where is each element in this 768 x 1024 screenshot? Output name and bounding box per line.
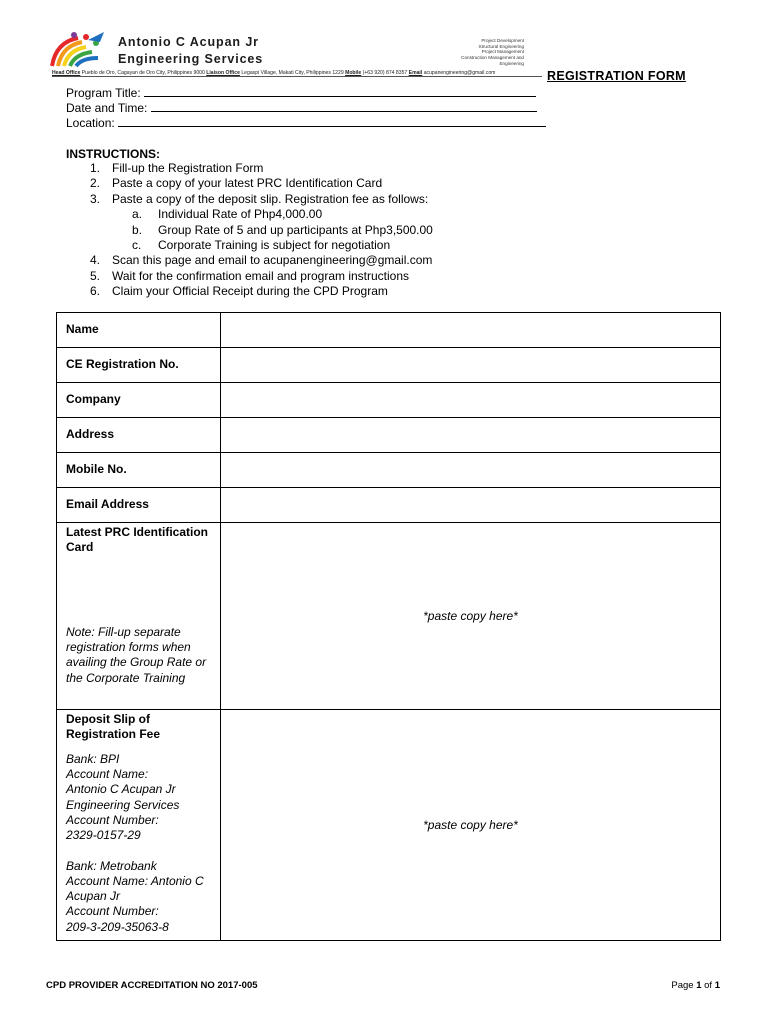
field-label — [57, 348, 221, 383]
email-input-cell[interactable] — [221, 488, 721, 523]
note-line: registration forms when — [66, 640, 191, 655]
company-name-line1: Antonio C Acupan Jr — [118, 35, 259, 49]
company-name-line2: Engineering Services — [118, 52, 264, 66]
deposit-label-line2: Registration Fee — [66, 727, 161, 742]
field-label — [57, 313, 221, 348]
deposit-label-cell — [57, 710, 221, 941]
service-item: Construction Management and Engineering — [461, 55, 524, 66]
program-title-row — [66, 86, 536, 101]
bank-line: 209-3-209-35063-8 — [66, 919, 169, 934]
instruction-text: Wait for the confirmation email and program instructions — [112, 268, 410, 283]
bank-line: Account Name: Antonio C — [66, 873, 204, 888]
bank-metrobank-details — [66, 859, 220, 935]
prc-note — [66, 625, 220, 686]
note-line: the Corporate Training — [66, 670, 186, 685]
bank-bpi-details — [66, 752, 220, 844]
note-line: Note: Fill-up separate — [66, 624, 181, 639]
email-label: Email Address — [66, 497, 149, 512]
page-total: 1 — [714, 980, 720, 991]
company-input-cell[interactable] — [221, 383, 721, 418]
instruction-text: Scan this page and email to acupanengineering@gmail.com — [112, 253, 433, 268]
table-row — [57, 523, 721, 710]
company-label: Company — [66, 392, 121, 407]
ce-registration-label: CE Registration No. — [66, 357, 179, 372]
mobile-label: Mobile No. — [66, 462, 127, 477]
instruction-text: Paste a copy of your latest PRC Identification Card — [112, 176, 383, 191]
page-number — [671, 980, 720, 991]
bank-line: Account Number: — [66, 904, 159, 919]
mobile-number: (+63 920) 874 8357 — [362, 70, 408, 76]
prc-label-line1: Latest PRC Identification — [66, 525, 209, 539]
instruction-number: 3. — [89, 191, 100, 206]
page-prefix: Page — [671, 980, 697, 991]
instruction-number: 1. — [89, 161, 100, 175]
table-row — [57, 453, 721, 488]
registration-table — [56, 312, 721, 941]
instruction-number: 4. — [89, 253, 100, 268]
page-current: 1 — [696, 980, 702, 991]
ce-registration-input-cell[interactable] — [221, 348, 721, 383]
instructions-heading: INSTRUCTIONS: — [66, 147, 160, 161]
date-time-field[interactable] — [151, 101, 537, 112]
bank-line: Account Name: — [66, 767, 149, 782]
deposit-paste-placeholder: *paste copy here* — [423, 818, 518, 832]
table-row — [57, 313, 721, 348]
deposit-paste-area[interactable] — [221, 710, 721, 941]
field-label — [57, 488, 221, 523]
table-row — [57, 488, 721, 523]
service-item: Project Management — [481, 49, 524, 55]
address-input-cell[interactable] — [221, 418, 721, 453]
company-logo — [48, 28, 110, 68]
location-field[interactable] — [118, 116, 546, 127]
address-label: Address — [66, 427, 115, 442]
liaison-office-label: Liaison Office — [206, 70, 240, 76]
mobile-label: Mobile — [345, 70, 362, 76]
bank-line: Bank: BPI — [66, 751, 120, 766]
instruction-text: Paste a copy of the deposit slip. Registration fee as follows: — [112, 191, 429, 206]
instruction-text: Fill-up the Registration Form — [112, 161, 264, 175]
bank-line: Account Number: — [66, 813, 159, 827]
prc-paste-placeholder: *paste copy here* — [423, 609, 518, 623]
field-label — [57, 383, 221, 418]
email-address: acupanengineering@gmail.com — [423, 70, 496, 76]
location-row — [66, 116, 546, 131]
field-label — [57, 453, 221, 488]
email-label: Email — [408, 70, 423, 76]
prc-label-line2: Card — [66, 540, 94, 555]
fee-text: Group Rate of 5 and up participants at Php3,500.00 — [158, 222, 433, 237]
service-item: Project Development — [481, 38, 524, 43]
mobile-input-cell[interactable] — [221, 453, 721, 488]
instruction-text: Claim your Official Receipt during the CPD Program — [112, 284, 388, 299]
fee-letter: c. — [132, 237, 142, 252]
fee-text: Corporate Training is subject for negotiation — [158, 237, 391, 252]
page-of: of — [701, 980, 715, 991]
table-row — [57, 418, 721, 453]
bank-line: 2329-0157-29 — [66, 828, 141, 843]
instruction-number: 6. — [89, 284, 100, 299]
fee-letter: a. — [132, 207, 143, 222]
bank-line: Acupan Jr — [66, 889, 121, 904]
bank-line: Antonio C Acupan Jr — [66, 782, 176, 797]
service-item: Structural Engineering — [478, 43, 524, 49]
company-name — [118, 34, 263, 68]
bank-line: Bank: Metrobank — [66, 858, 157, 873]
date-time-label: Date and Time: — [66, 101, 148, 115]
name-input-cell[interactable] — [221, 313, 721, 348]
head-office-label: Head Office — [52, 70, 81, 76]
program-title-label: Program Title: — [66, 86, 141, 100]
table-row — [57, 383, 721, 418]
prc-label-cell — [57, 523, 221, 710]
field-label — [57, 418, 221, 453]
program-title-field[interactable] — [144, 86, 536, 97]
table-row — [57, 710, 721, 941]
accreditation-number: CPD PROVIDER ACCREDITATION NO 2017-005 — [46, 980, 258, 991]
head-office-address: Pueblo de Oro, Cagayan de Oro City, Philippines 9000 — [81, 70, 205, 76]
services-list — [438, 38, 524, 67]
fee-text: Individual Rate of Php4,000.00 — [158, 207, 323, 222]
bank-line: Engineering Services — [66, 797, 180, 812]
name-label: Name — [66, 322, 99, 337]
instruction-number: 2. — [89, 176, 100, 191]
table-row — [57, 348, 721, 383]
instruction-number: 5. — [89, 268, 100, 283]
liaison-office-address: Legaspi Village, Makati City, Philippines 1229 — [241, 70, 344, 76]
deposit-label-line1: Deposit Slip of — [66, 712, 150, 726]
location-label: Location: — [66, 116, 115, 130]
fee-letter: b. — [132, 222, 143, 237]
form-title: REGISTRATION FORM — [547, 69, 686, 83]
note-line: availing the Group Rate or — [66, 655, 207, 670]
prc-paste-area[interactable] — [221, 523, 721, 710]
header-divider — [52, 76, 542, 77]
date-time-row — [66, 101, 537, 116]
